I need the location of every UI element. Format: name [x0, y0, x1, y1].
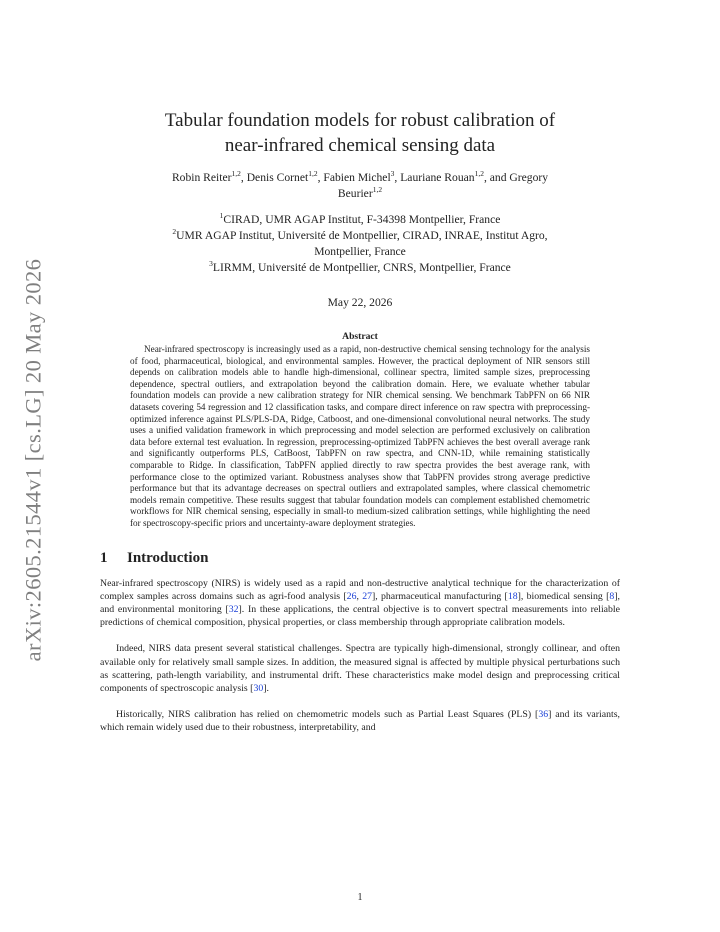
author-affiliation-mark: 1,2 — [308, 169, 318, 179]
body-text: ], biomedical sensing [ — [517, 590, 610, 602]
arxiv-identifier: arXiv:2605.21544v1 [cs.LG] 20 May 2026 — [20, 258, 45, 662]
title-line-2: near-infrared chemical sensing data — [224, 135, 496, 156]
abstract-text: Near-infrared spectroscopy is increasingly used as a rapid, non-destructive chemical sensing technology for the analysis of food, pharmaceutical, biological, and environmental samples. However, the practical deployment of NIR sensors still depends on calibration models able to handle high-dimensional, collinear spectra, limited sample sizes, preprocessing dependence, spectral outliers, and extrapolation beyond the calibration domain. Here, we evaluate whether tabular foundation models can provide a new calibration strategy for NIR chemical sensing. We benchmark TabPFN on 66 NIR datasets covering 54 regression and 12 classification tasks, and compare direct inference on raw spectra with preprocessing-optimized inference against PLS/PLS-DA, Ridge, Catboost, and one-dimensional convolutional neural networks. The study uses a unified validation framework in which preprocessing and model selection are performed exclusively on calibration data before external test evaluation. In regression, preprocessing-optimized TabPFN achieves the best overall average rank and significantly outperforms PLS, CatBoost, TabPFN on raw spectra, and CNN-1D, while remaining statistically comparable to Ridge. In classification, TabPFN applied directly to raw spectra provides the best average rank, with performance close to the optimized variant. Robustness analyses show that TabPFN provides strong average predictive performance but that its advantage decreases on spectral outliers and extrapolated samples, where classical chemometric models remain competitive. These results suggest that tabular foundation models can complement established chemometric workflows for NIR chemical sensing, especially in small-to medium-sized calibration settings, while highlighting the need for spectroscopy-specific priors and uncertainty-aware deployment strategies. — [130, 344, 590, 528]
body-text: , — [356, 590, 363, 602]
body-text: Near-infrared spectroscopy (NIRS) is widely used as a rapid and non-destructive analytical technique for the characterization of complex samples across domains such as agri-food analysis [ — [100, 577, 620, 602]
author-name: Robin Reiter — [171, 171, 232, 184]
page-number: 1 — [357, 892, 363, 903]
body-text: ]. — [263, 682, 269, 694]
author-name: Beurier — [337, 187, 373, 200]
intro-paragraph-1 — [100, 577, 620, 630]
citation-link[interactable]: 30 — [253, 682, 264, 694]
author-name: Fabien Michel — [323, 171, 391, 184]
author-affiliation-mark: 1,2 — [372, 185, 383, 195]
citation-link[interactable]: 26 — [346, 590, 357, 602]
arxiv-identifier-stamp — [18, 255, 48, 665]
author-name: and Gregory — [489, 171, 549, 184]
affiliation-text: UMR AGAP Institut, Université de Montpellier, CIRAD, INRAE, Institut Agro, — [176, 229, 548, 242]
author-name: Lauriane Rouan — [400, 171, 475, 184]
abstract-heading: Abstract — [342, 331, 378, 342]
affiliation-list — [100, 212, 620, 276]
section-number: 1 — [100, 549, 108, 566]
affiliation-mark: 3 — [209, 259, 213, 269]
paper-page — [100, 108, 620, 748]
author-list: Robin Reiter$^{1,2}$, Denis Cornet$^{1,2}$, Fabien Michel$^3$, Lauriane Rouan$^{1,2}$, and Gregory Beurier$^{1,2}$ — [171, 169, 549, 200]
author-name: Denis Cornet — [246, 171, 309, 184]
body-text: Historically, NIRS calibration has relied on chemometric models such as Partial Least Squares (PLS) [ — [116, 709, 539, 721]
author-affiliation-mark: 1,2 — [474, 169, 484, 179]
body-text: ], pharmaceutical manufacturing [ — [372, 590, 508, 602]
body-text: ] and its variants, which remain widely used due to their robustness, interpretability, and — [100, 709, 620, 734]
citation-link[interactable]: 18 — [507, 590, 518, 602]
paper-title — [100, 108, 620, 158]
author-affiliation-mark: 1,2 — [231, 169, 241, 179]
intro-paragraph-2 — [100, 642, 620, 695]
affiliation-text: CIRAD, UMR AGAP Institut, F-34398 Montpellier, France — [223, 213, 501, 226]
section-title: Introduction — [127, 549, 209, 566]
body-text: ], and environmental monitoring [ — [100, 590, 620, 615]
intro-paragraph-3 — [100, 708, 620, 734]
affiliation-1 — [100, 212, 620, 228]
affiliation-mark: 1 — [219, 211, 224, 221]
title-line-1: Tabular foundation models for robust calibration of — [164, 110, 556, 131]
affiliation-2 — [100, 228, 620, 244]
affiliation-3 — [100, 260, 620, 276]
citation-link[interactable]: 32 — [228, 603, 239, 615]
affiliation-text: LIRMM, Université de Montpellier, CNRS, Montpellier, France — [212, 261, 511, 274]
body-text: ]. In these applications, the central objective is to convert spectral measurements into reliable predictions of chemical composition, physical properties, or class membership through appropriate calibration models. — [100, 603, 620, 629]
citation-link[interactable]: 27 — [362, 590, 373, 602]
citation-link[interactable]: 8 — [609, 590, 615, 602]
body-text: Indeed, NIRS data present several statistical challenges. Spectra are typically high-dimensional, strongly collinear, and often available only for relatively small sample sizes. In addition, the measured signal is affected by multiple physical perturbations such as scattering, path-length variability, and instrumental drift. These characteristics make model design and preprocessing critical components of spectroscopic analysis [ — [100, 643, 620, 694]
citation-link[interactable]: 36 — [538, 709, 549, 721]
affiliation-mark: 2 — [172, 227, 177, 237]
section-heading — [100, 550, 620, 567]
publication-date: May 22, 2026 — [327, 296, 393, 309]
affiliation-2-continued: Montpellier, France — [314, 245, 406, 258]
author-affiliation-mark: 3 — [390, 169, 395, 179]
